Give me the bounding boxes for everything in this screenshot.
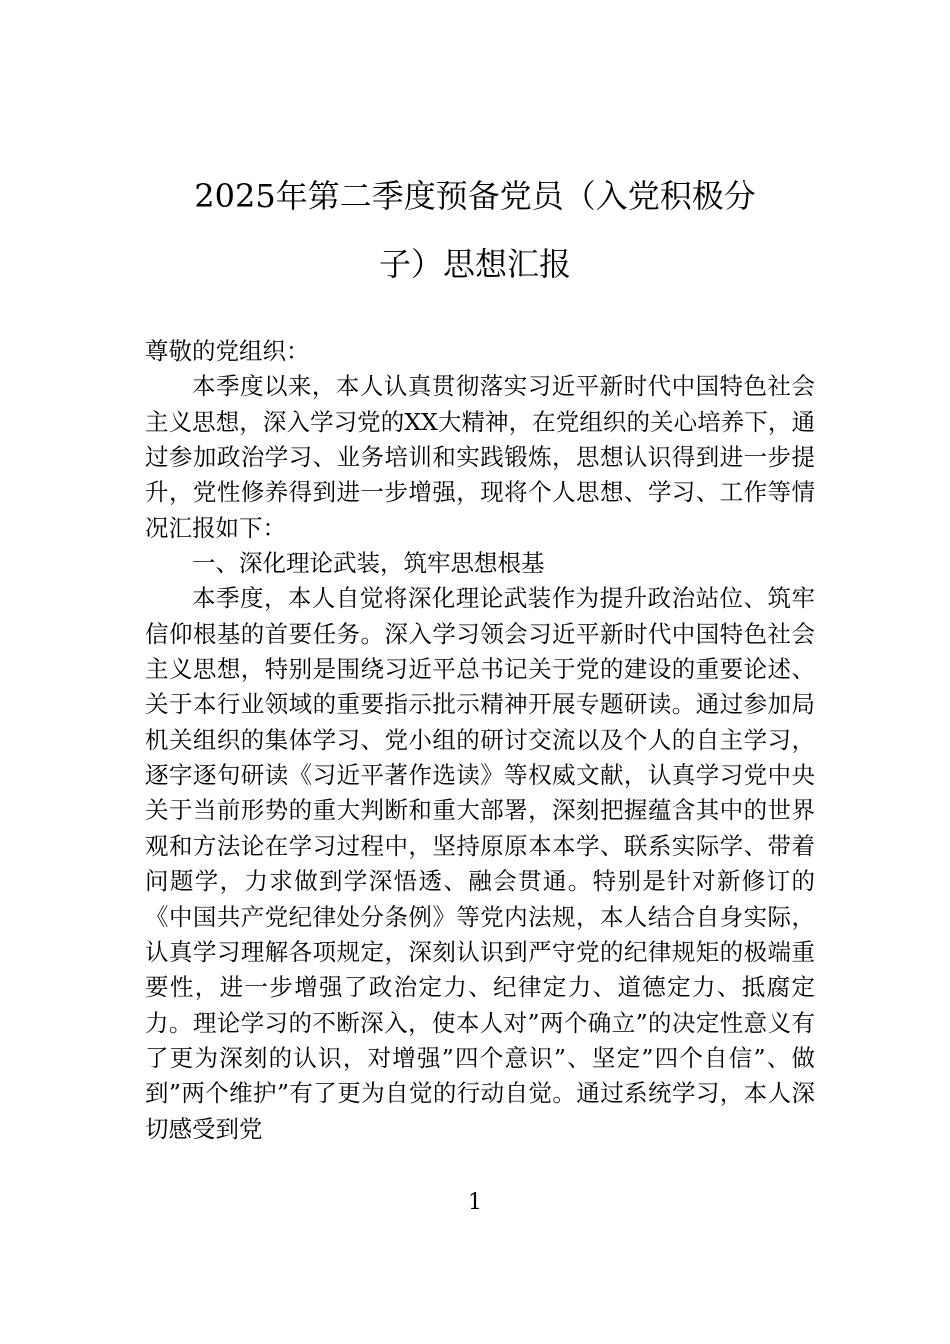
salutation: 尊敬的党组织：: [145, 337, 310, 365]
document-title-line-2: 子）思想汇报: [378, 245, 571, 283]
paragraph-intro: 本季度以来，本人认真贯彻落实习近平新时代中国特色社会主义思想，深入学习党的XX大精神，在党组织的关心培养下，通过参加政治学习、业务培训和实践锻炼，思想认识得到进一步提升，党性修养得到进一步增强，现将个人思想、学习、工作等情况汇报如下：: [145, 372, 815, 542]
document-body: [145, 334, 815, 1147]
paragraph-section-1: 本季度，本人自觉将深化理论武装作为提升政治站位、筑牢信仰根基的首要任务。深入学习领会习近平新时代中国特色社会主义思想，特别是围绕习近平总书记关于党的建设的重要论述、关于本行业领域的重要指示批示精神开展专题研读。通过参加局机关组织的集体学习、党小组的研讨交流以及个人的自主学习，逐字逐句研读《习近平著作选读》等权威文献，认真学习党中央关于当前形势的重大判断和重大部署，深刻把握蕴含其中的世界观和方法论在学习过程中，坚持原原本本学、联系实际学、带着问题学，力求做到学深悟透、融会贯通。特别是针对新修订的《中国共产党纪律处分条例》等党内法规，本人结合自身实际，认真学习理解各项规定，深刻认识到严守党的纪律规矩的极端重要性，进一步增强了政治定力、纪律定力、道德定力、抵腐定力。理论学习的不断深入，使本人对”两个确立”的决定性意义有了更为深刻的认识，对增强”四个意识”、坚定”四个自信”、做到”两个维护”有了更为自觉的行动自觉。通过系统学习，本人深切感受到党: [145, 584, 815, 1143]
document-title-line-1: 2025年第二季度预备党员（入党积极分: [194, 177, 756, 215]
section-heading-1: 一、深化理论武装，筑牢思想根基: [192, 549, 545, 578]
page-number: 1: [468, 1190, 482, 1215]
